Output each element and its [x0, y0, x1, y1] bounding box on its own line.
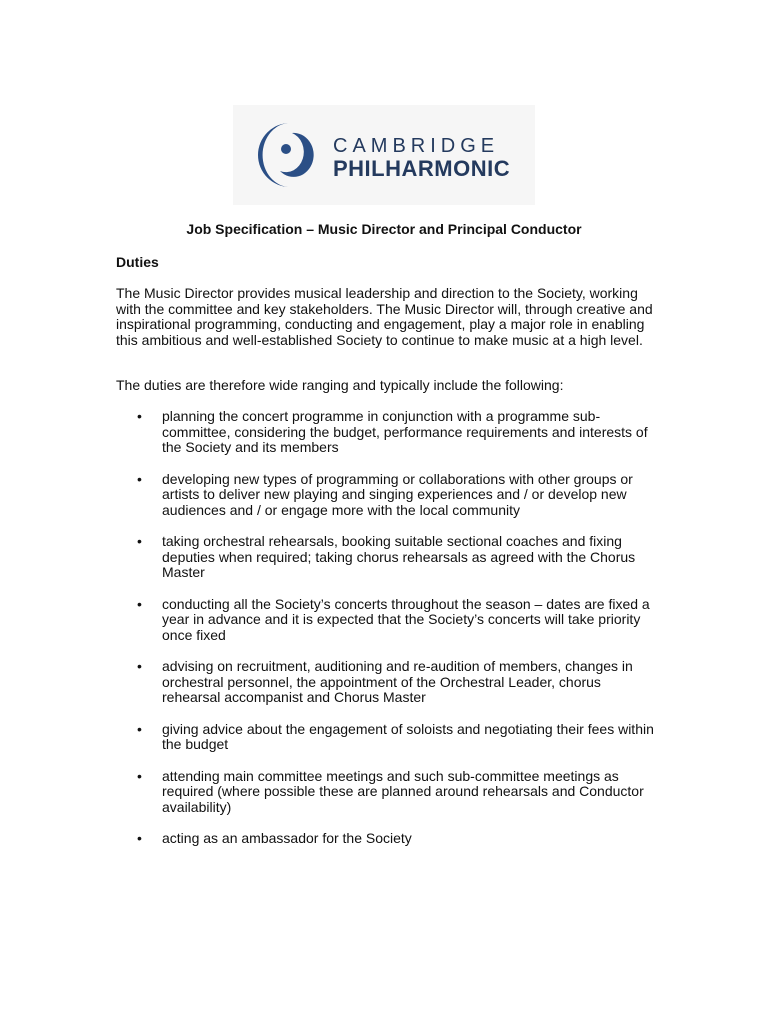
bullet-icon: •: [137, 408, 142, 424]
list-item-text: taking orchestral rehearsals, booking suitable sectional coaches and fixing deputies when required; taking chorus rehearsals as agreed with the Chorus Master: [162, 533, 636, 580]
list-item: [116, 534, 662, 581]
list-item-text: attending main committee meetings and such sub-committee meetings as required (where possible these are planned around rehearsals and Conductor availability): [162, 767, 644, 815]
document-title: Job Specification – Music Director and Principal Conductor: [186, 221, 582, 237]
lead-in-paragraph: The duties are therefore wide ranging and typically include the following:: [116, 377, 564, 393]
list-item-text: conducting all the Society’s concerts throughout the season – dates are fixed a year in advance and it is expected that the Society’s concerts will take priority once fixed: [162, 595, 650, 643]
list-item-text: acting as an ambassador for the Society: [162, 830, 412, 846]
list-item: [116, 722, 662, 753]
section-heading-duties: Duties: [116, 254, 159, 270]
list-item-text: developing new types of programming or collaborations with other groups or artists to deliver new playing and singing experiences and / or develop new audiences and / or engage more with the local community: [162, 470, 633, 518]
intro-paragraph: The Music Director provides musical leadership and direction to the Society, working with the committee and key stakeholders. The Music Director will, through creative and inspirational programming, conducting and engagement, play a major role in enabling this ambitious and well-established Society to continue to make music at a high level.: [116, 285, 653, 348]
bullet-icon: •: [137, 658, 142, 674]
list-item: [116, 831, 662, 847]
list-item: [116, 472, 662, 519]
bullet-icon: •: [137, 830, 142, 846]
logo-emblem-icon: [250, 119, 330, 191]
list-item: [116, 409, 662, 456]
list-item-text: advising on recruitment, auditioning and re-audition of members, changes in orchestral personnel, the appointment of the Orchestral Leader, chorus rehearsal accompanist and Chorus Master: [162, 658, 633, 705]
bullet-icon: •: [137, 767, 142, 784]
cambridge-philharmonic-logo: [233, 105, 535, 205]
logo-text-cambridge: CAMBRIDGE: [333, 135, 500, 157]
list-item: [116, 597, 662, 644]
bullet-icon: •: [137, 595, 142, 612]
bullet-icon: •: [137, 470, 142, 487]
bullet-icon: •: [137, 533, 142, 549]
list-item: [116, 659, 662, 706]
duties-list: [116, 409, 662, 863]
list-item: [116, 769, 662, 816]
logo-text-philharmonic: PHILHARMONIC: [333, 156, 511, 181]
bullet-icon: •: [137, 720, 142, 737]
list-item-text: planning the concert programme in conjunction with a programme sub-committee, considering the budget, performance requirements and interests of the Society and its members: [162, 408, 648, 455]
list-item-text: giving advice about the engagement of soloists and negotiating their fees within the budget: [162, 720, 654, 752]
